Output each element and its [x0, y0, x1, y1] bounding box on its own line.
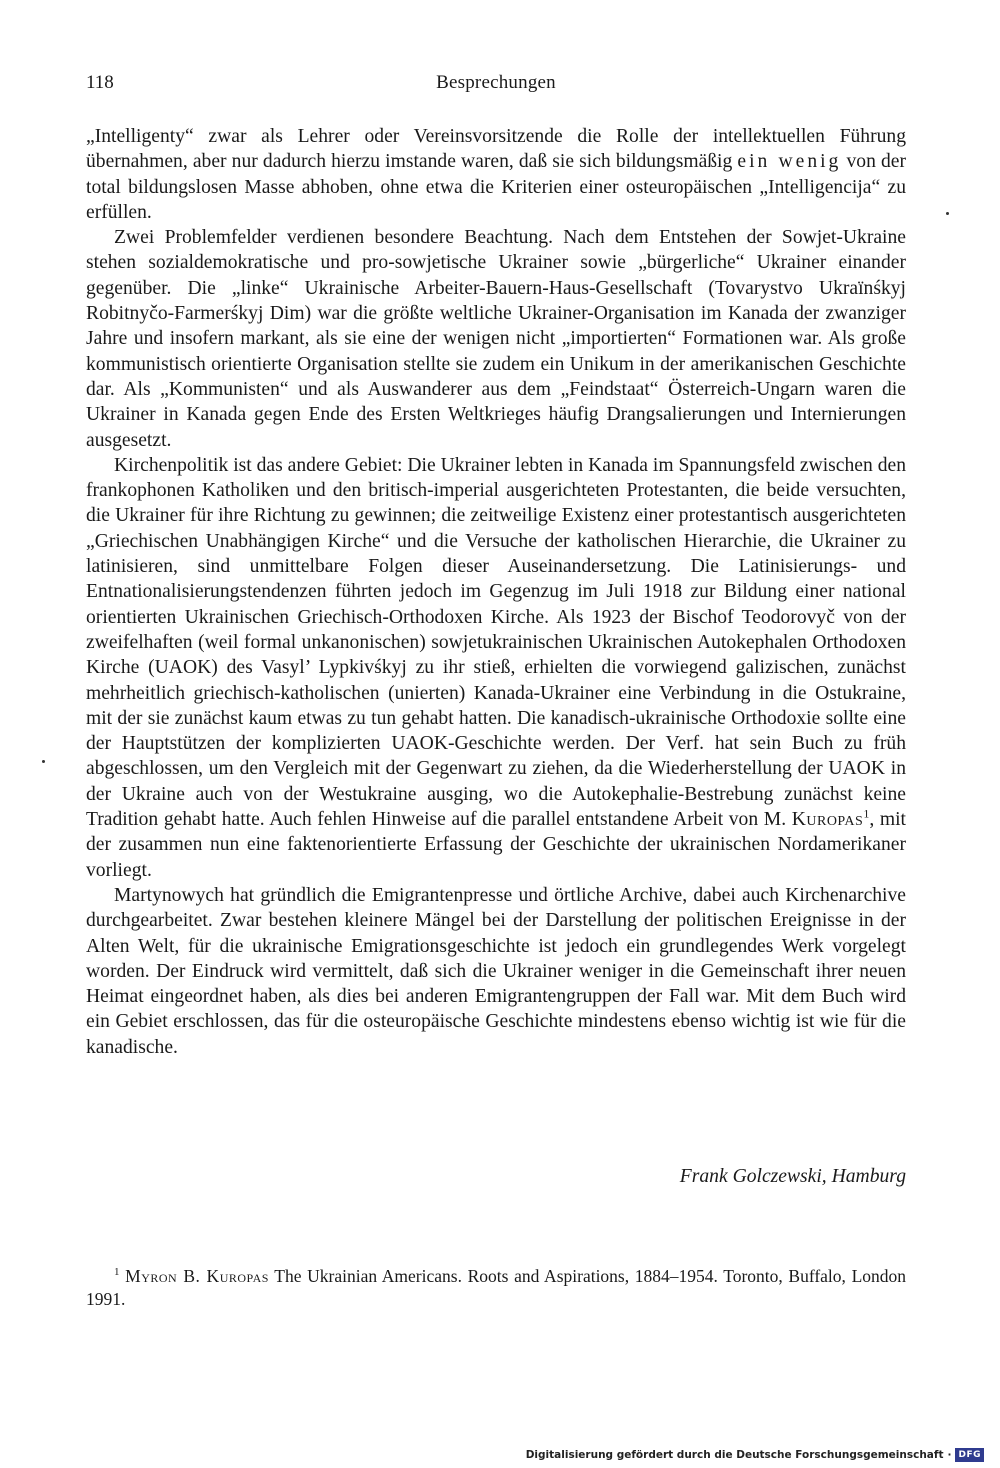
footnote-author: Myron B. Kuropas: [125, 1266, 269, 1286]
running-head: Besprechungen: [436, 72, 556, 93]
footnote-text: The Ukrainian Americans. Roots and Aspirations, 1884–1954. Toronto, Buffalo, London 1991.: [86, 1266, 907, 1309]
review-body: [86, 124, 906, 1060]
paragraph-1: [86, 124, 906, 225]
spaced-emphasis: ein wenig: [737, 151, 842, 173]
paragraph-2: Zwei Problemfelder verdienen besondere Beachtung. Nach dem Entstehen der Sowjet-Ukraine stehen sozialdemokratische und pro-sowjetische Ukrainer sowie „bürgerliche“ Ukrainer einander gegenüber. Die „linke“ Ukrainische Arbeiter-Bauern-Haus-Gesellschaft (Tovarystvo Ukraïnśkyj Robitnyčo-Farmerśkyj Dim) war die größte weltliche Ukrainer-Organisation im Kanada der zwanziger Jahre und insofern markant, als sie eine der wenigen nicht „importierten“ Formationen war. Als große kommunistisch orientierte Organisation stellte sie zudem ein Unikum in der amerikanischen Geschichte dar. Als „Kommunisten“ und als Auswanderer aus dem „Feindstaat“ Österreich-Ungarn waren die Ukrainer in Kanada gegen Ende des Ersten Weltkrieges häufig Drangsalierungen und Internierungen ausgesetzt.: [86, 227, 906, 451]
footnote-mark: 1: [114, 1266, 120, 1279]
paragraph-4: Martynowych hat gründlich die Emigrantenpresse und örtliche Archive, dabei auch Kirchenarchive durchgearbeitet. Zwar bestehen kleinere Mängel bei der Darstellung der politischen Ereignisse in der Alten Welt, für die ukrainische Emigrationsgeschichte ist jedoch ein grundlegendes Werk vorgelegt worden. Der Eindruck wird vermittelt, daß sich die Ukrainer weniger in die Gemeinschaft ihrer neuen Heimat eingeordnet haben, als dies bei anderen Emigrantengruppen der Fall war. Mit dem Buch wird ein Gebiet erschlossen, das für die osteuropäische Geschichte mindestens ebenso wichtig ist wie für die kanadische.: [86, 884, 906, 1058]
dfg-logo-icon: DFG: [955, 1448, 984, 1462]
paragraph-3-text-a: Kirchenpolitik ist das andere Gebiet: Die Ukrainer lebten in Kanada im Spannungsfeld zwischen den frankophonen Katholiken und den britisch-imperial ausgerichteten Protestanten, die beide versuchten, die Ukrainer für ihre Richtung zu gewinnen; die zeitweilige Existenz einer protestantisch ausgerichteten „Griechischen Unabhängigen Kirche“ und die Versuche der katholischen Hierarchie, die Ukrainer zu latinisieren, sind unmittelbare Folgen dieser Auseinandersetzung. Die Latinisierungs- und Entnationalisierungstendenzen führten jedoch im Gegenzug im Juli 1918 zur Bildung einer national orientierten Ukrainischen Griechisch-Orthodoxen Kirche. Als 1923 der Bischof Teodorovyč von der zweifelhaften (weil formal unkanonischen) sowjetukrainischen Ukrainischen Autokephalen Orthodoxen Kirche (UAOK) des Vasyl’ Lypkivśkyj zu ihr stieß, erhielten die vorwiegend galizischen, zunächst mehrheitlich griechisch-katholischen (unierten) Kanada-Ukrainer eine Verbindung in die Ostukraine, mit der sie zunächst kaum etwas zu tun gehabt hatten. Die kanadisch-ukrainische Orthodoxie sollte eine der Hauptstützen der komplizierten UAOK-Geschichte werden. Der Verf. hat sein Buch zu früh abgeschlossen, um den Vergleich mit der Gegenwart zu ziehen, da die Wiederherstellung der UAOK in der Ukraine auch von der Westukraine ausging, wo die Autokephalie-Bestrebung zunächst keine Tradition gehabt hatte. Auch fehlen Hinweise auf die parallel entstandene Arbeit von M.: [86, 454, 906, 831]
paragraph-1-text-a: „Intelligenty“ zwar als Lehrer oder Vereinsvorsitzende die Rolle der intellektuellen Führung übernahmen, aber nur dadurch hierzu imstande waren, daß sie sich bildungsmäßig: [86, 126, 906, 173]
credit-separator: ·: [947, 1449, 952, 1461]
page-header: [86, 72, 906, 102]
paragraph-3: [86, 453, 906, 883]
scan-speck: [946, 212, 949, 215]
paragraph-1-text-b: von der total bildungslosen Masse abhoben, ohne etwa die Kriterien einer osteuropäischen „Intelligencija“ zu erfüllen.: [86, 151, 906, 223]
digitization-credit: [526, 1446, 984, 1464]
author-name-kuropas: Kuropas: [791, 809, 864, 831]
footnote: [86, 1265, 906, 1311]
scan-speck: [42, 760, 45, 763]
footnote-reference: 1: [863, 806, 870, 821]
reviewer-signature: Frank Golczewski, Hamburg: [679, 1166, 906, 1187]
credit-text: Digitalisierung gefördert durch die Deutsche Forschungsgemeinschaft: [525, 1449, 944, 1461]
paragraph-3-text-b: , mit der zusammen nun eine faktenorientierte Erfassung der Geschichte der ukrainischen Nordamerikaner vorliegt.: [86, 809, 906, 881]
page-number: 118: [86, 72, 114, 93]
